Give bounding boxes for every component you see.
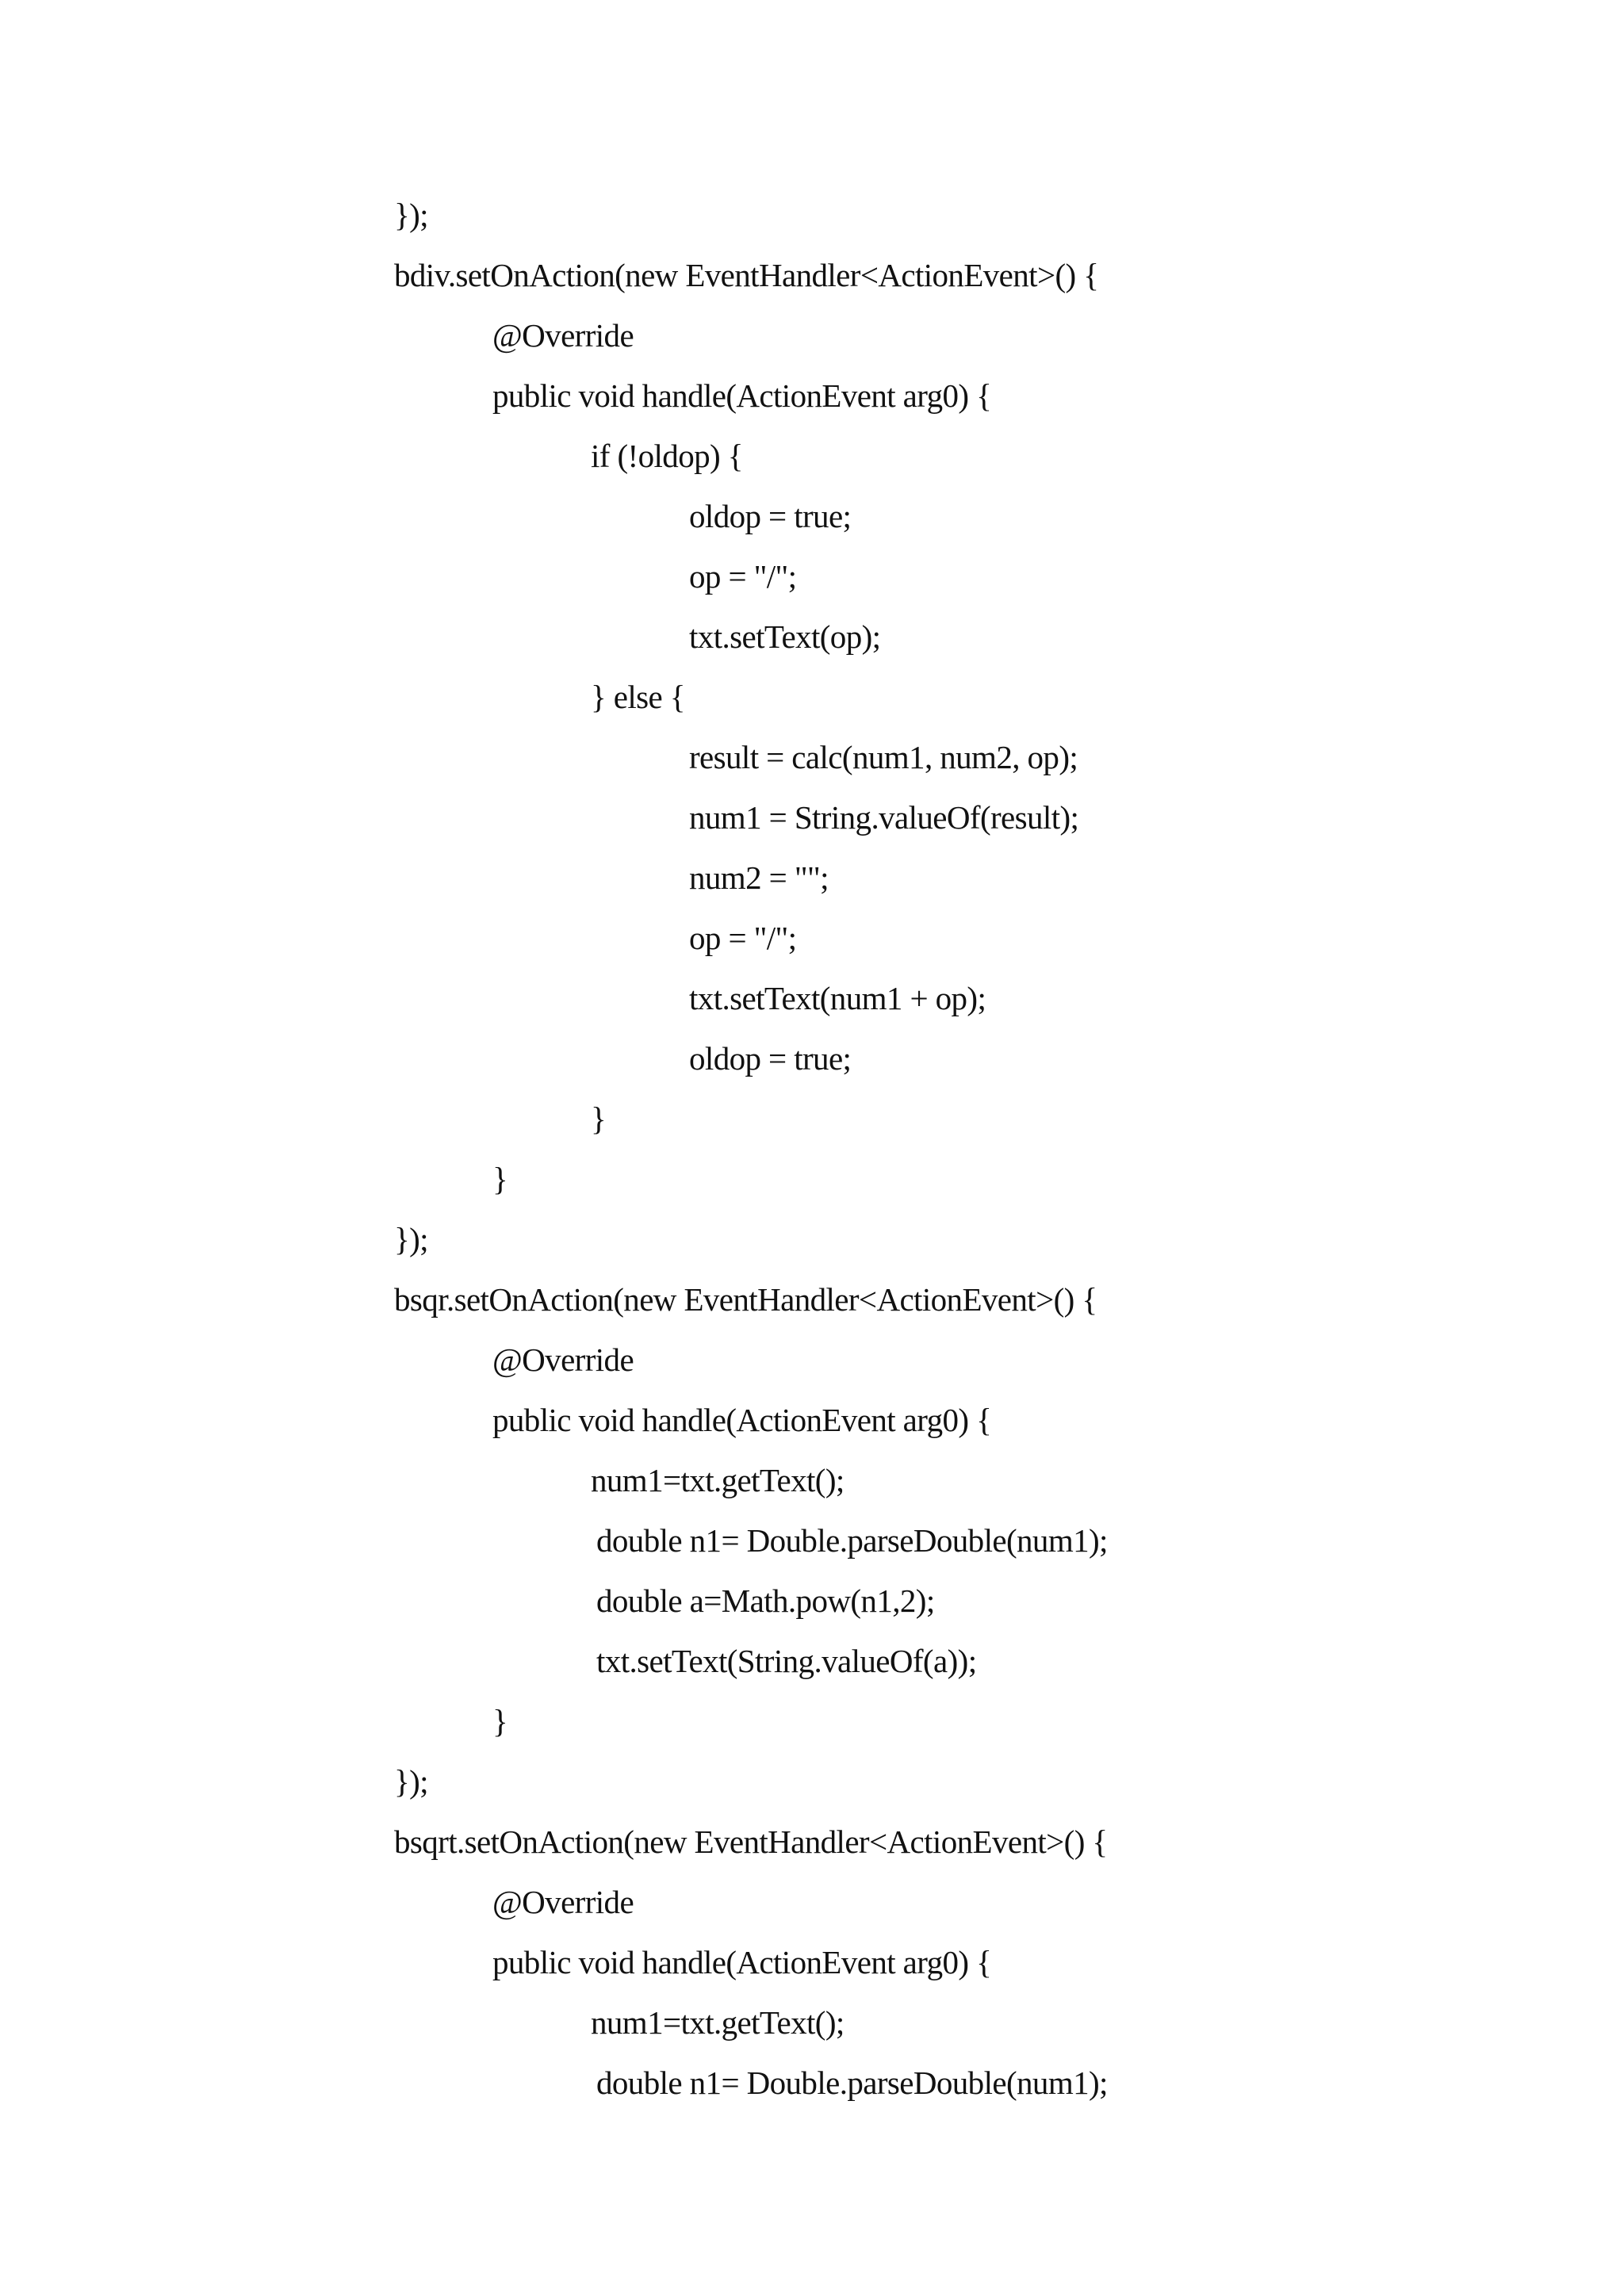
code-line: oldop = true; xyxy=(689,498,852,534)
code-line: num1=txt.getText(); xyxy=(591,2004,845,2041)
code-line: }); xyxy=(394,197,428,233)
code-line: } xyxy=(492,1161,508,1197)
code-line: result = calc(num1, num2, op); xyxy=(689,739,1078,775)
code-line: txt.setText(op); xyxy=(689,618,881,655)
code-line: double n1= Double.parseDouble(num1); xyxy=(596,2064,1108,2101)
code-line: txt.setText(String.valueOf(a)); xyxy=(596,1643,977,1679)
code-line: public void handle(ActionEvent arg0) { xyxy=(492,1402,992,1438)
code-line: bsqrt.setOnAction(new EventHandler<ActionEvent>() { xyxy=(394,1823,1108,1860)
code-line: @Override xyxy=(492,1341,634,1378)
code-line: public void handle(ActionEvent arg0) { xyxy=(492,1944,992,1980)
code-line: num2 = ""; xyxy=(689,859,829,896)
code-line: double n1= Double.parseDouble(num1); xyxy=(596,1522,1108,1559)
code-line: } else { xyxy=(591,679,685,715)
code-line: bsqr.setOnAction(new EventHandler<ActionEvent>() { xyxy=(394,1281,1097,1318)
code-line: op = "/"; xyxy=(689,920,797,956)
code-line: @Override xyxy=(492,317,634,354)
code-line: if (!oldop) { xyxy=(591,438,743,474)
code-line: num1 = String.valueOf(result); xyxy=(689,799,1079,836)
code-line: }); xyxy=(394,1763,428,1800)
code-line: @Override xyxy=(492,1884,634,1920)
code-line: num1=txt.getText(); xyxy=(591,1462,845,1498)
code-line: }); xyxy=(394,1221,428,1257)
code-line: bdiv.setOnAction(new EventHandler<ActionEvent>() { xyxy=(394,257,1099,293)
code-line: txt.setText(num1 + op); xyxy=(689,980,986,1016)
code-line: public void handle(ActionEvent arg0) { xyxy=(492,377,992,414)
code-line: } xyxy=(591,1100,607,1137)
code-line: op = "/"; xyxy=(689,558,797,595)
code-line: } xyxy=(492,1703,508,1739)
code-line: oldop = true; xyxy=(689,1040,852,1077)
code-line: double a=Math.pow(n1,2); xyxy=(596,1582,935,1619)
